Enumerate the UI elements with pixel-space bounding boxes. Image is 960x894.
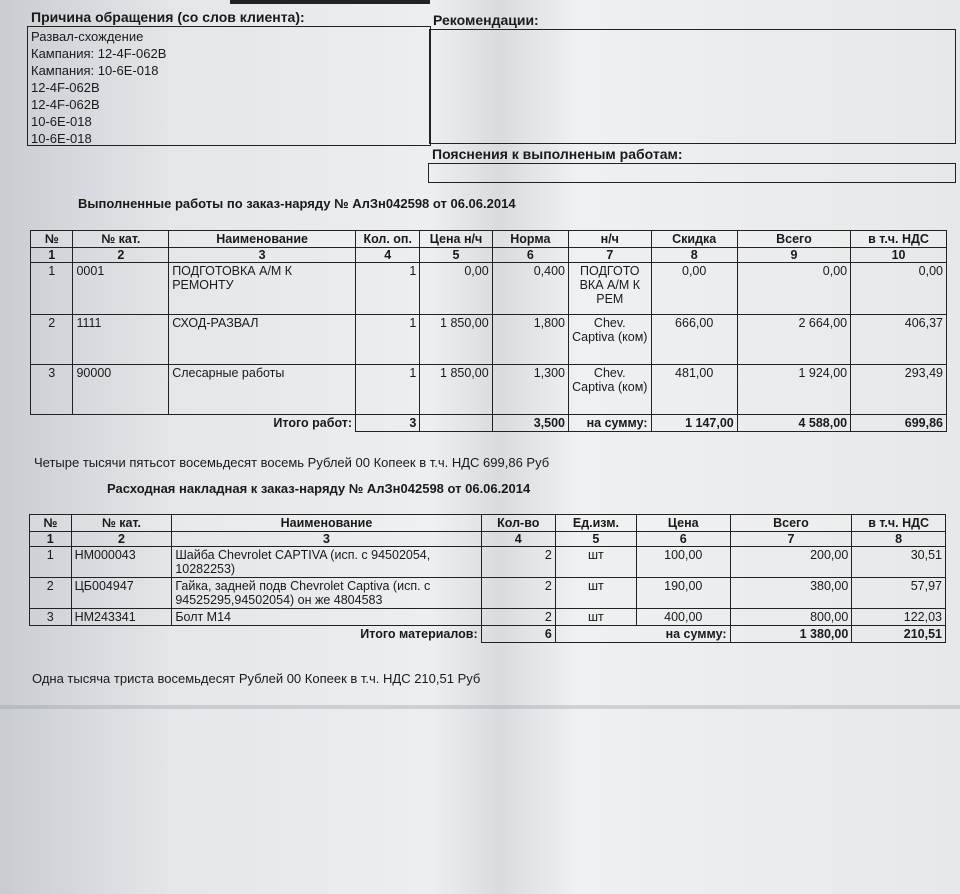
table-row bbox=[31, 315, 947, 365]
cell: 481,00 bbox=[651, 365, 737, 415]
cell: Chev. Captiva (ком) bbox=[568, 365, 651, 415]
cell: 0001 bbox=[73, 263, 169, 315]
works-col-header: Кол. оп. bbox=[356, 231, 420, 248]
colnum: 10 bbox=[851, 248, 947, 263]
cell: 2 bbox=[481, 578, 555, 609]
reason-line: Кампания: 10-6E-018 bbox=[31, 63, 159, 78]
materials-total-label: Итого материалов: bbox=[360, 627, 478, 641]
cell: 666,00 bbox=[651, 315, 737, 365]
materials-col-header: в т.ч. НДС bbox=[852, 515, 946, 532]
explanations-label: Пояснения к выполненым работам: bbox=[432, 146, 683, 162]
works-total-vat: 699,86 bbox=[851, 415, 947, 432]
cell: 380,00 bbox=[730, 578, 852, 609]
works-col-header: в т.ч. НДС bbox=[851, 231, 947, 248]
cell: 0,00 bbox=[851, 263, 947, 315]
cell: 1 bbox=[356, 315, 420, 365]
colnum: 3 bbox=[172, 532, 481, 547]
materials-colnum-row bbox=[30, 532, 946, 547]
materials-table bbox=[29, 514, 946, 643]
paper-fold bbox=[0, 705, 960, 709]
cell: 1 850,00 bbox=[420, 365, 492, 415]
materials-total-vat: 210,51 bbox=[852, 626, 946, 643]
materials-amount-words: Одна тысяча триста восемьдесят Рублей 00 Копеек в т.ч. НДС 210,51 Руб bbox=[32, 671, 481, 686]
reason-line: 10-6E-018 bbox=[31, 114, 92, 129]
colnum: 6 bbox=[636, 532, 730, 547]
cell: шт bbox=[555, 578, 636, 609]
works-amount-words: Четыре тысячи пятьсот восемьдесят восемь Рублей 00 Копеек в т.ч. НДС 699,86 Руб bbox=[34, 455, 550, 470]
reason-line: 12-4F-062B bbox=[31, 80, 100, 95]
colnum: 1 bbox=[31, 248, 73, 263]
colnum: 7 bbox=[730, 532, 852, 547]
cell: шт bbox=[555, 547, 636, 578]
table-row bbox=[30, 578, 946, 609]
cell: Болт М14 bbox=[172, 609, 481, 626]
colnum: 1 bbox=[30, 532, 72, 547]
colnum: 8 bbox=[852, 532, 946, 547]
works-total-all: 4 588,00 bbox=[737, 415, 850, 432]
colnum: 8 bbox=[651, 248, 737, 263]
colnum: 2 bbox=[73, 248, 169, 263]
works-title: Выполненные работы по заказ-наряду № АлЗн042598 от 06.06.2014 bbox=[78, 196, 516, 211]
cell: Шайба Chevrolet CAPTIVA (исп. с 94502054, 10282253) bbox=[172, 547, 481, 578]
cell: 57,97 bbox=[852, 578, 946, 609]
works-total-norm: 3,500 bbox=[492, 415, 568, 432]
table-row bbox=[30, 547, 946, 578]
cell: 3 bbox=[30, 609, 72, 626]
colnum: 3 bbox=[169, 248, 356, 263]
cell: 30,51 bbox=[852, 547, 946, 578]
cell: 190,00 bbox=[636, 578, 730, 609]
materials-col-header: Кол-во bbox=[481, 515, 555, 532]
cell: 122,03 bbox=[852, 609, 946, 626]
works-header-row bbox=[31, 231, 947, 248]
reason-line: 10-6E-018 bbox=[31, 131, 92, 146]
colnum: 6 bbox=[492, 248, 568, 263]
colnum: 9 bbox=[737, 248, 850, 263]
cell: 2 bbox=[30, 578, 72, 609]
cell: 800,00 bbox=[730, 609, 852, 626]
works-col-header: № кат. bbox=[73, 231, 169, 248]
cell: 100,00 bbox=[636, 547, 730, 578]
cell: 1 bbox=[31, 263, 73, 315]
reason-label: Причина обращения (со слов клиента): bbox=[31, 9, 305, 25]
table-row bbox=[31, 365, 947, 415]
colnum: 2 bbox=[71, 532, 172, 547]
cell: 1 850,00 bbox=[420, 315, 492, 365]
works-table bbox=[30, 230, 947, 432]
materials-total-row bbox=[30, 626, 946, 643]
colnum: 4 bbox=[481, 532, 555, 547]
materials-col-header: Наименование bbox=[172, 515, 481, 532]
materials-col-header: Цена bbox=[636, 515, 730, 532]
materials-total-all: 1 380,00 bbox=[730, 626, 852, 643]
cell: 200,00 bbox=[730, 547, 852, 578]
cell: 0,00 bbox=[737, 263, 850, 315]
cell: 0,00 bbox=[651, 263, 737, 315]
cell: 2 bbox=[481, 547, 555, 578]
cell: 2 bbox=[31, 315, 73, 365]
cell: 0,00 bbox=[420, 263, 492, 315]
cell: Гайка, задней подв Chevrolet Captiva (исп. с 94525295,94502054) он же 4804583 bbox=[172, 578, 481, 609]
cell: 0,400 bbox=[492, 263, 568, 315]
cell: 1 bbox=[356, 365, 420, 415]
cell: 90000 bbox=[73, 365, 169, 415]
works-col-header: Всего bbox=[737, 231, 850, 248]
cell: 2 bbox=[481, 609, 555, 626]
reason-line: 12-4F-062B bbox=[31, 97, 100, 112]
cell: 3 bbox=[31, 365, 73, 415]
cell: НМ243341 bbox=[71, 609, 172, 626]
cell: 1,300 bbox=[492, 365, 568, 415]
works-total-sum-label: на сумму: bbox=[568, 415, 651, 432]
explanations-box bbox=[428, 163, 956, 183]
cell: 400,00 bbox=[636, 609, 730, 626]
works-total-row bbox=[31, 415, 947, 432]
colnum: 5 bbox=[555, 532, 636, 547]
cell: Chev. Captiva (ком) bbox=[568, 315, 651, 365]
cell: 406,37 bbox=[851, 315, 947, 365]
works-col-header: н/ч bbox=[568, 231, 651, 248]
works-total-discount: 1 147,00 bbox=[651, 415, 737, 432]
cell: 1,800 bbox=[492, 315, 568, 365]
recommendations-label: Рекомендации: bbox=[433, 12, 539, 28]
cell: ПОДГОТО ВКА А/М К РЕМ bbox=[568, 263, 651, 315]
works-colnum-row bbox=[31, 248, 947, 263]
table-row bbox=[30, 609, 946, 626]
materials-col-header: № bbox=[30, 515, 72, 532]
cell: 1 bbox=[356, 263, 420, 315]
reason-line: Кампания: 12-4F-062B bbox=[31, 46, 167, 61]
cell: 2 664,00 bbox=[737, 315, 850, 365]
cell: 293,49 bbox=[851, 365, 947, 415]
colnum: 7 bbox=[568, 248, 651, 263]
cell: ПОДГОТОВКА А/М К РЕМОНТУ bbox=[169, 263, 356, 315]
materials-total-qty: 6 bbox=[481, 626, 555, 643]
cell: Слесарные работы bbox=[169, 365, 356, 415]
materials-col-header: Всего bbox=[730, 515, 852, 532]
cell: 1111 bbox=[73, 315, 169, 365]
works-col-header: № bbox=[31, 231, 73, 248]
materials-total-sum-label: на сумму: bbox=[555, 626, 730, 643]
table-row bbox=[31, 263, 947, 315]
recommendations-box bbox=[429, 29, 956, 144]
cell: НМ000043 bbox=[71, 547, 172, 578]
materials-col-header: Ед.изм. bbox=[555, 515, 636, 532]
empty-cell bbox=[420, 415, 492, 432]
cell: ЦБ004947 bbox=[71, 578, 172, 609]
works-col-header: Наименование bbox=[169, 231, 356, 248]
colnum: 4 bbox=[356, 248, 420, 263]
colnum: 5 bbox=[420, 248, 492, 263]
works-col-header: Скидка bbox=[651, 231, 737, 248]
reason-line: Развал-схождение bbox=[31, 29, 144, 44]
top-edge-mark bbox=[230, 0, 430, 4]
works-col-header: Цена н/ч bbox=[420, 231, 492, 248]
reason-lines bbox=[31, 28, 166, 147]
materials-header-row bbox=[30, 515, 946, 532]
cell: 1 924,00 bbox=[737, 365, 850, 415]
materials-title: Расходная накладная к заказ-наряду № АлЗн042598 от 06.06.2014 bbox=[107, 481, 531, 496]
works-total-label: Итого работ: bbox=[273, 416, 353, 430]
works-col-header: Норма bbox=[492, 231, 568, 248]
cell: СХОД-РАЗВАЛ bbox=[169, 315, 356, 365]
cell: 1 bbox=[30, 547, 72, 578]
works-total-qty: 3 bbox=[356, 415, 420, 432]
cell: шт bbox=[555, 609, 636, 626]
materials-col-header: № кат. bbox=[71, 515, 172, 532]
